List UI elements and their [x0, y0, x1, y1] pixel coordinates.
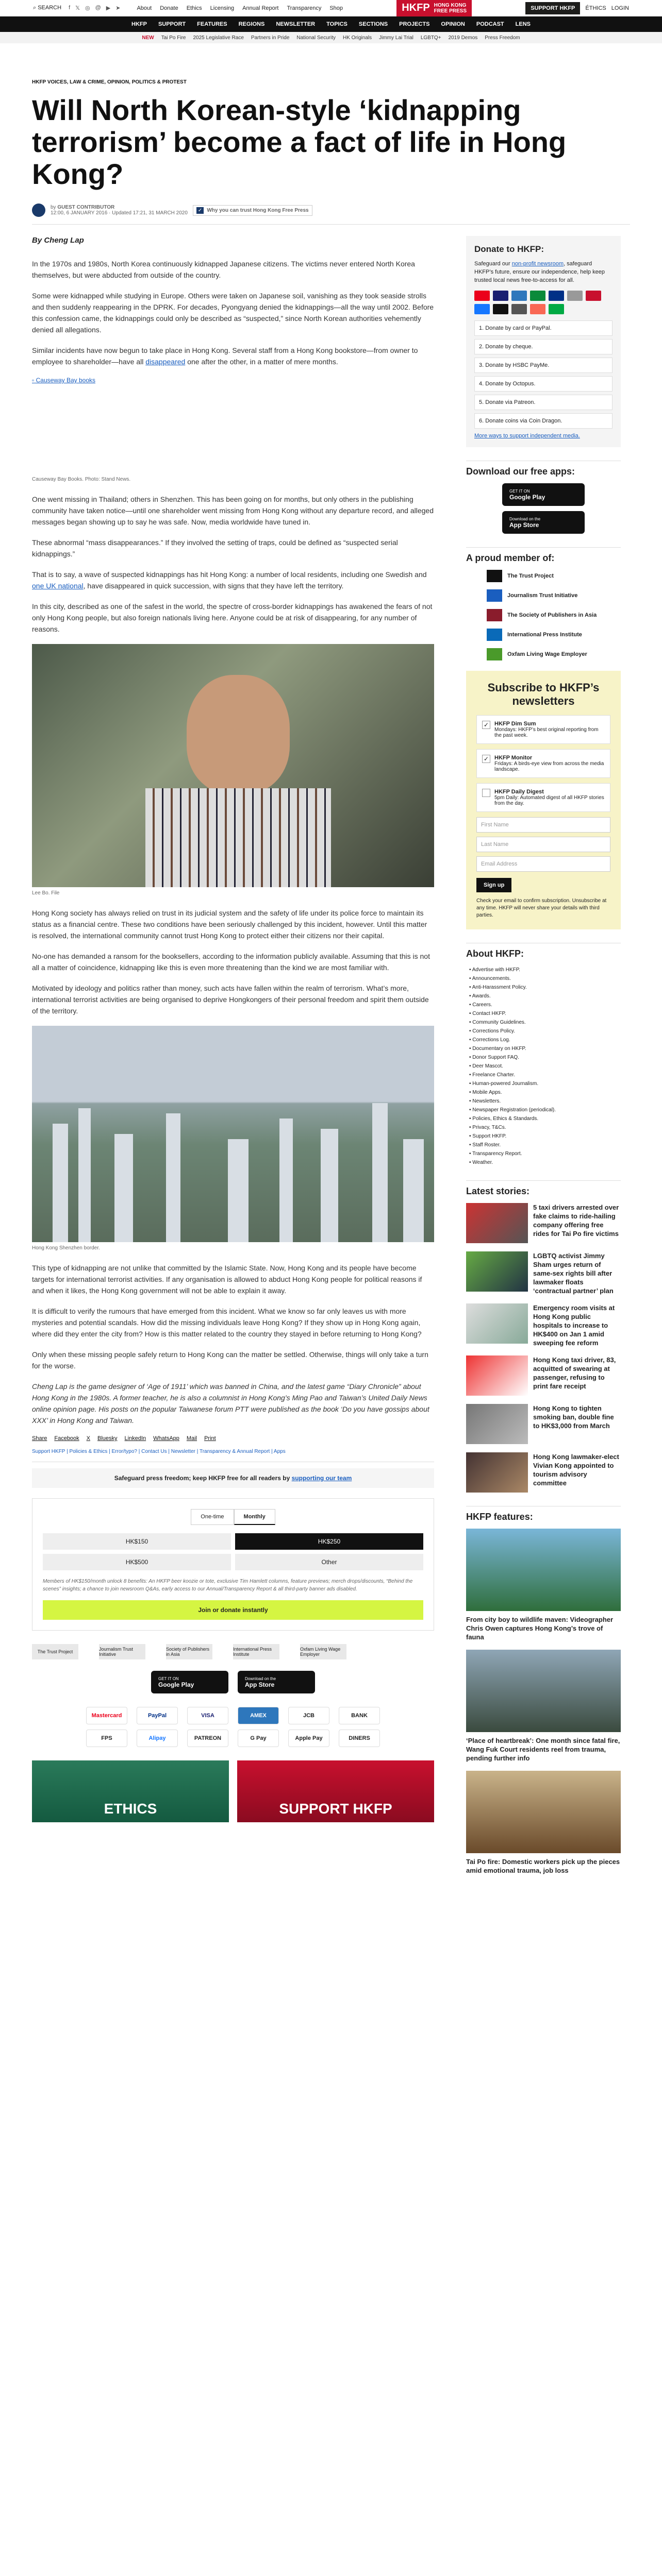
ipi-icon	[487, 629, 502, 641]
top-link-ethics[interactable]: Ethics	[186, 5, 202, 11]
share-bluesky[interactable]: Bluesky	[97, 1435, 118, 1442]
nav-item[interactable]: SUPPORT	[158, 21, 186, 27]
share-linkedin[interactable]: LinkedIn	[124, 1435, 146, 1442]
about-link[interactable]: • Awards.	[469, 992, 621, 1001]
member-sopa[interactable]: The Society of Publishers in Asia	[466, 609, 621, 621]
latest-story[interactable]: 5 taxi drivers arrested over fake claims to ride-hailing company offering free rides for Tai Po fire victims	[466, 1203, 621, 1243]
frequency-toggle	[43, 1509, 423, 1525]
ethics-link[interactable]: ÉTHICS	[585, 5, 606, 11]
member-jti[interactable]: Journalism Trust Initiative	[466, 589, 621, 602]
sopa-logo[interactable]: Society of Publishers in Asia	[166, 1644, 212, 1659]
feature-title[interactable]: ‘Place of heartbreak’: One month since fatal fire, Wang Fuk Court residents reel from trauma, pending further info	[466, 1737, 620, 1762]
ipi-logo[interactable]: International Press Institute	[233, 1644, 279, 1659]
nav-item[interactable]: FEATURES	[197, 21, 227, 27]
about-link[interactable]: • Announcements.	[469, 974, 621, 983]
about-link[interactable]: • Privacy, T&Cs.	[469, 1123, 621, 1132]
donate-option[interactable]: 2. Donate by cheque.	[474, 339, 613, 354]
about-link[interactable]: • Corrections Log.	[469, 1036, 621, 1044]
trending-item[interactable]: LGBTQ+	[420, 35, 441, 41]
donate-option[interactable]: 4. Donate by Octopus.	[474, 376, 613, 392]
article-body	[32, 236, 434, 1883]
latest-heading: Latest stories:	[466, 1180, 621, 1197]
trending-item[interactable]: 2025 Legislative Race	[193, 35, 244, 41]
payment-methods	[32, 1707, 434, 1747]
sidebar-app-badges	[466, 483, 621, 534]
donation-widget	[32, 1498, 434, 1631]
donate-option[interactable]: 1. Donate by card or PayPal.	[474, 320, 613, 336]
image-caption: Causeway Bay Books. Photo: Stand News.	[32, 477, 131, 482]
patreon-icon	[530, 304, 545, 314]
about-link[interactable]: • Freelance Charter.	[469, 1071, 621, 1079]
story-thumbnail	[466, 1355, 528, 1396]
newsletter-option[interactable]: HKFP Daily Digest 5pm Daily: Automated digest of all HKFP stories from the day.	[476, 783, 610, 812]
amount-option-selected[interactable]: HK$250	[235, 1533, 423, 1550]
payme-icon	[586, 291, 601, 301]
story-thumbnail	[466, 1452, 528, 1493]
donate-option[interactable]: 6. Donate coins via Coin Dragon.	[474, 413, 613, 429]
top-link-donate[interactable]: Donate	[160, 5, 178, 11]
join-button[interactable]: Join or donate instantly	[43, 1600, 423, 1620]
top-link-annual-report[interactable]: Annual Report	[242, 5, 279, 11]
jti-logo[interactable]: Journalism Trust Initiative	[99, 1644, 145, 1659]
more-ways-link[interactable]: More ways to support independent media.	[474, 433, 580, 439]
top-link-shop[interactable]: Shop	[329, 5, 343, 11]
patreon-icon: PATREON	[187, 1730, 228, 1747]
app-badges	[32, 1671, 434, 1693]
member-heading: A proud member of:	[466, 547, 621, 564]
nav-item[interactable]: NEWSLETTER	[276, 21, 316, 27]
fps-icon: FPS	[86, 1730, 127, 1747]
apps-heading: Download our free apps:	[466, 461, 621, 477]
checkbox-checked[interactable]: ✓	[482, 721, 490, 729]
donate-options	[474, 320, 613, 429]
youtube-icon[interactable]: ▶	[106, 5, 111, 11]
nav-item[interactable]: REGIONS	[238, 21, 265, 27]
author-name[interactable]: GUEST CONTRIBUTOR	[57, 205, 115, 210]
jti-icon	[487, 589, 502, 602]
image-caption: Lee Bo. File	[32, 890, 60, 896]
about-link[interactable]: • Human-powered Journalism.	[469, 1079, 621, 1088]
facebook-icon[interactable]: f	[69, 5, 71, 11]
share-mail[interactable]: Mail	[186, 1435, 197, 1442]
trust-badge[interactable]: ✓ Why you can trust Hong Kong Free Press	[193, 205, 312, 216]
about-link[interactable]: • Contact HKFP.	[469, 1009, 621, 1018]
membership-note: Members of HK$150/month unlock 8 benefits: An HKFP beer koozie or tote, exclusive Tim Hamlett columns, feature previews; merch drops/discounts, “Behind the scenes” insights; a chance to join newsroom Q&As, early access to our Annual/Transparency Report & all third-party banner ads disabled.	[43, 1579, 413, 1592]
amount-options	[43, 1533, 423, 1570]
paragraph: No-one has demanded a ransom for the booksellers, according to the information publicly available. Assuming that this is not all a matter of coincidence, kidnapping like this is even more threatening than the kind we are most familiar with.	[32, 952, 430, 972]
diners-icon: DINERS	[339, 1730, 380, 1747]
email-field[interactable]: Email Address	[476, 856, 610, 872]
share-whatsapp[interactable]: WhatsApp	[153, 1435, 179, 1442]
top-link-about[interactable]: About	[137, 5, 152, 11]
feature-title[interactable]: Tai Po fire: Domestic workers pick up the pieces amid emotional trauma, job loss	[466, 1858, 620, 1874]
nav-item[interactable]: OPINION	[441, 21, 465, 27]
paragraph: That is to say, a wave of suspected kidnappings has hit Hong Kong: a number of local residents, including one Swedish and one UK national, have disappeared in quick succession, with signs that they have left the territory.	[32, 570, 427, 590]
features-list	[466, 1529, 621, 1875]
border-photo	[32, 1026, 434, 1242]
nav-item[interactable]: TOPICS	[326, 21, 347, 27]
byline: By Cheng Lap	[32, 236, 84, 245]
app-store-badge[interactable]: Download on the App Store	[502, 511, 585, 534]
fps-icon	[549, 304, 564, 314]
article-footer-links[interactable]: Support HKFP | Policies & Ethics | Error/typo? | Contact Us | Newsletter | Transparency & Annual Report | Apps	[32, 1449, 434, 1462]
paragraph: Similar incidents have now begun to take place in Hong Kong. Several staff from a Hong Kong bookstore—from owner to employee to shareholder—have all disappeared one after the other, in a matter of mere months.	[32, 346, 418, 366]
share-facebook[interactable]: Facebook	[54, 1435, 79, 1442]
about-link[interactable]: • Weather.	[469, 1158, 621, 1167]
threads-icon[interactable]: @	[95, 5, 101, 11]
paragraph: In the 1970s and 1980s, North Korea continuously kidnapped Japanese citizens. The victims never entered North Korea themselves, but were abducted from outside of the country.	[32, 260, 415, 279]
member-logos-footer	[32, 1644, 434, 1659]
latest-story[interactable]: Hong Kong lawmaker-elect Vivian Kong appointed to tourism advisory committee	[466, 1452, 621, 1493]
latest-story[interactable]: Hong Kong taxi driver, 83, acquitted of swearing at passenger, refusing to print fare receipt	[466, 1355, 621, 1396]
nav-item[interactable]: LENS	[515, 21, 531, 27]
trending-item[interactable]: Press Freedom	[485, 35, 520, 41]
support-team-link[interactable]: supporting our team	[291, 1475, 352, 1482]
amount-option-other[interactable]: Other	[235, 1554, 423, 1570]
story-thumbnail	[466, 1303, 528, 1344]
image-caption: Hong Kong Shenzhen border.	[32, 1245, 100, 1251]
uk-national-link[interactable]: one UK national	[32, 582, 84, 590]
jcb-icon: JCB	[288, 1707, 329, 1724]
about-link[interactable]: • Deer Mascot.	[469, 1062, 621, 1071]
about-link[interactable]: • Mobile Apps.	[469, 1088, 621, 1097]
story-thumbnail	[466, 1203, 528, 1243]
checkbox-unchecked[interactable]	[482, 789, 490, 797]
article-title: Will North Korean-style ‘kidnapping terrorism’ become a fact of life in Hong Kong?	[32, 94, 567, 190]
app-store-badge[interactable]: Download on the App Store	[238, 1671, 315, 1693]
about-link[interactable]: • Support HKFP.	[469, 1132, 621, 1141]
support-button[interactable]: SUPPORT HKFP	[525, 2, 580, 14]
oxfam-logo[interactable]: Oxfam Living Wage Employer	[300, 1644, 346, 1659]
social-icons	[69, 5, 120, 11]
top-bar	[0, 0, 662, 16]
search-link[interactable]: ⌕ SEARCH	[33, 5, 62, 11]
mastercard-icon: Mastercard	[86, 1707, 127, 1724]
feature-title[interactable]: From city boy to wildlife maven: Videographer Chris Owen captures Hong Kong’s trove of fauna	[466, 1616, 614, 1641]
publish-date: 12:00, 6 JANUARY 2016	[51, 210, 108, 216]
about-link[interactable]: • Newsletters.	[469, 1097, 621, 1106]
bank-icon	[567, 291, 583, 301]
donate-text: Safeguard our non-profit newsroom, safeguard HKFP’s future, ensure our independence, help keep trusted local news free-to-access for all.	[474, 261, 605, 283]
article-meta: by GUEST CONTRIBUTOR 12:00, 6 JANUARY 2016 · Updated 17:21, 31 MARCH 2020 ✓ Why you can trust Hong Kong Free Press	[32, 204, 630, 225]
nav-item[interactable]: PROJECTS	[399, 21, 430, 27]
google-play-badge[interactable]: GET IT ON Google Play	[151, 1671, 228, 1693]
trending-item[interactable]: Partners in Pride	[251, 35, 290, 41]
freq-monthly[interactable]: Monthly	[234, 1509, 275, 1525]
trust-icon: ✓	[196, 207, 204, 214]
apple-pay-icon	[511, 304, 527, 314]
share-label: Share	[32, 1435, 47, 1442]
share-print[interactable]: Print	[204, 1435, 216, 1442]
amex-icon	[511, 291, 527, 301]
apple-pay-icon: Apple Pay	[288, 1730, 329, 1747]
about-link[interactable]: • Advertise with HKFP.	[469, 965, 621, 974]
mastercard-icon	[474, 291, 490, 301]
amex-icon: AMEX	[238, 1707, 279, 1724]
freq-one-time[interactable]: One-time	[191, 1509, 234, 1525]
trending-item[interactable]: National Security	[296, 35, 336, 41]
sidebar	[466, 236, 621, 1883]
features-heading: HKFP features:	[466, 1506, 621, 1522]
author-avatar	[32, 204, 45, 217]
trust-project-logo[interactable]: The Trust Project	[32, 1644, 78, 1659]
logo-mark: HKFP	[402, 2, 430, 13]
member-oxfam[interactable]: Oxfam Living Wage Employer	[466, 648, 621, 660]
broken-image-icon: ▫	[32, 377, 35, 384]
about-link[interactable]: • Community Guidelines.	[469, 1018, 621, 1027]
paragraph: One went missing in Thailand; others in Shenzhen. This has been going on for months, but only others in the publishing community have taken notice—until one shareholder went missing from Hong Kong without any departure record, and alleged messages began showing up to say he was safe. Now, media worldwide have tuned in.	[32, 495, 434, 526]
nav-item[interactable]: HKFP	[131, 21, 147, 27]
trending-item[interactable]: Tai Po Fire	[161, 35, 186, 41]
trending-item[interactable]: Jimmy Lai Trial	[379, 35, 413, 41]
x-icon[interactable]: 𝕏	[75, 5, 80, 11]
paragraph: This type of kidnapping are not unlike that committed by the Islamic State. Now, Hong Kong and its people have become targets for international terrorist activities. If any organisation is allowed to abduct Hong Kong people for political reasons if and when it likes, the Hong Kong government will not be able to explain it away.	[32, 1264, 422, 1295]
newsletter-signup	[466, 671, 621, 929]
feature-image[interactable]	[466, 1529, 621, 1611]
about-link[interactable]: • Staff Roster.	[469, 1141, 621, 1149]
trust-project-icon	[487, 570, 502, 582]
updated-date: Updated 17:21, 31 MARCH 2020	[112, 210, 188, 216]
paragraph: It is difficult to verify the rumours that have emerged from this incident. What we know so far only leaves us with more mysteries and potential scandals. How did the missing individuals leave Hong Kong? If they show up in Hong Kong again, where did they enter the city from? How is this matter related to the country they stayed in before returning to Hong Kong?	[32, 1307, 422, 1338]
feature-image[interactable]	[466, 1771, 621, 1853]
trending-bar	[0, 32, 662, 43]
nav-item[interactable]: PODCAST	[476, 21, 504, 27]
paragraph: Hong Kong society has always relied on trust in its judicial system and the safety of life under its police force to maintain its status as a financial centre. These two conditions have been seriously challenged by this incident, however. Until this matter is resolved, the international community cannot trust Hong Kong to protect either their citizens nor their capital.	[32, 909, 427, 940]
jcb-icon	[530, 291, 545, 301]
about-link[interactable]: • Documentary on HKFP.	[469, 1044, 621, 1053]
donate-heading: Donate to HKFP:	[474, 244, 544, 254]
newsletter-option[interactable]: ✓ HKFP Monitor Fridays: A birds-eye view from across the media landscape.	[476, 749, 610, 778]
member-trust-project[interactable]: The Trust Project	[466, 570, 621, 582]
top-link-licensing[interactable]: Licensing	[210, 5, 235, 11]
about-link[interactable]: • Newspaper Registration (periodical).	[469, 1106, 621, 1114]
top-links	[137, 5, 343, 11]
trending-label: NEW	[142, 35, 154, 41]
paragraph: Some were kidnapped while studying in Europe. Others were taken on Japanese soil, vanishing as they took seaside strolls and then suddenly reappearing in the DPRK. For decades, Pyongyang denied the kidnappings—all the way until 2002. Before this confession came, the kidnappings could only be described as “suspected,” since North Korean authorities vehemently denied all allegations.	[32, 292, 434, 334]
newsletter-note: Check your email to confirm subscription. Unsubscribe at any time. HKFP will never share your details with third parties.	[476, 898, 607, 918]
safeguard-banner: Safeguard press freedom; keep HKFP free for all readers by supporting our team	[32, 1468, 434, 1488]
first-name-field[interactable]: First Name	[476, 817, 610, 833]
promo-banners	[32, 1760, 434, 1822]
lee-bo-photo	[32, 644, 434, 887]
visa-icon: VISA	[187, 1707, 228, 1724]
gpay-icon	[493, 304, 508, 314]
amount-option[interactable]: HK$500	[43, 1554, 231, 1570]
login-link[interactable]: LOGIN	[611, 5, 629, 11]
instagram-icon[interactable]: ◎	[85, 5, 90, 11]
card-icons	[474, 291, 613, 314]
story-thumbnail	[466, 1251, 528, 1292]
donate-panel	[466, 236, 621, 447]
bank-icon: BANK	[339, 1707, 380, 1724]
ethics-promo[interactable]: ETHICS	[32, 1760, 229, 1822]
google-play-badge[interactable]: GET IT ON Google Play	[502, 483, 585, 506]
telegram-icon[interactable]: ➤	[115, 5, 121, 11]
latest-story[interactable]: LGBTQ activist Jimmy Sham urges return of same-sex rights bill after lawmaker floats ‘contractual partner’ plan	[466, 1251, 621, 1295]
newsletter-option[interactable]: ✓ HKFP Dim Sum Mondays: HKFP’s best original reporting from the past week.	[476, 715, 610, 744]
share-x[interactable]: X	[86, 1435, 91, 1442]
sopa-icon	[487, 609, 502, 621]
share-bar	[32, 1435, 434, 1442]
about-list	[466, 965, 621, 1167]
main-nav	[0, 16, 662, 32]
member-ipi[interactable]: International Press Institute	[466, 629, 621, 641]
donate-option[interactable]: 3. Donate by HSBC PayMe.	[474, 358, 613, 373]
newsletter-heading: Subscribe to HKFP’s newsletters	[487, 681, 600, 707]
amount-option[interactable]: HK$150	[43, 1533, 231, 1550]
alipay-icon: Alipay	[137, 1730, 178, 1747]
paypal-icon: PayPal	[137, 1707, 178, 1724]
site-logo[interactable]	[396, 0, 472, 16]
checkbox-checked[interactable]: ✓	[482, 755, 490, 763]
about-heading: About HKFP:	[466, 943, 621, 959]
paragraph: In this city, described as one of the safest in the world, the spectre of cross-border kidnappings has awakened the fears of not only Hong Kong people, but also foreign nationals living here. Anyone could be at risk of disappearing, for any number of reasons.	[32, 602, 433, 633]
nav-item[interactable]: SECTIONS	[358, 21, 388, 27]
broken-image-link[interactable]: ▫ Causeway Bay books	[32, 377, 96, 384]
donate-option[interactable]: 5. Donate via Patreon.	[474, 395, 613, 410]
paypal-icon	[549, 291, 564, 301]
about-link[interactable]: • Transparency Report.	[469, 1149, 621, 1158]
about-link[interactable]: • Policies, Ethics & Standards.	[469, 1114, 621, 1123]
top-link-transparency[interactable]: Transparency	[287, 5, 322, 11]
trending-item[interactable]: HK Originals	[342, 35, 372, 41]
author-bio: Cheng Lap is the game designer of ‘Age of 1911’ which was banned in China, and the latest game “Diary Chronicle” about Hong Kong in the 1980s. A former teacher, he is also a columnist in Hong Kong’s Ming Pao and Taiwan’s United Daily News online opinion page. His posts on the popular Taiwanese forum PTT were published as the book ‘Do you have gossips about XXX’ in Hong Kong and Taiwan.	[32, 1382, 429, 1425]
gpay-icon: G Pay	[238, 1730, 279, 1747]
signup-button[interactable]: Sign up	[476, 878, 511, 892]
last-name-field[interactable]: Last Name	[476, 837, 610, 852]
article-categories[interactable]: HKFP VOICES, LAW & CRIME, OPINION, POLITICS & PROTEST	[32, 79, 187, 85]
paragraph: These abnormal “mass disappearances.” If they involved the setting of traps, could be defined as “suspected serial kidnappings.”	[32, 538, 398, 558]
latest-story[interactable]: Hong Kong to tighten smoking ban, double fine to HK$3,000 from March	[466, 1404, 621, 1444]
nonprofit-link[interactable]: non-profit newsroom	[511, 261, 564, 267]
story-thumbnail	[466, 1404, 528, 1444]
support-promo[interactable]: SUPPORT HKFP	[237, 1760, 434, 1822]
visa-icon	[493, 291, 508, 301]
feature-image[interactable]	[466, 1650, 621, 1732]
latest-stories	[466, 1203, 621, 1493]
disappeared-link[interactable]: disappeared	[145, 358, 186, 366]
alipay-icon	[474, 304, 490, 314]
about-link[interactable]: • Corrections Policy.	[469, 1027, 621, 1036]
latest-story[interactable]: Emergency room visits at Hong Kong public hospitals to increase to HK$400 on Jan 1 amid sweeping fee reform	[466, 1303, 621, 1347]
logo-name: HONG KONG FREE PRESS	[434, 2, 467, 14]
about-link[interactable]: • Careers.	[469, 1001, 621, 1009]
about-link[interactable]: • Anti-Harassment Policy.	[469, 983, 621, 992]
about-link[interactable]: • Donor Support FAQ.	[469, 1053, 621, 1062]
trending-item[interactable]: 2019 Demos	[448, 35, 478, 41]
paragraph: Motivated by ideology and politics rather than money, such acts have fallen within the realm of terrorism. What’s more, international terrorist activities are being organised to deprive Hongkongers of their personal freedom and spirit them outside of the territory.	[32, 984, 429, 1015]
paragraph: Only when these missing people safely return to Hong Kong can the matter be settled. Otherwise, things will only take a turn for the worse.	[32, 1350, 428, 1370]
oxfam-icon	[487, 648, 502, 660]
